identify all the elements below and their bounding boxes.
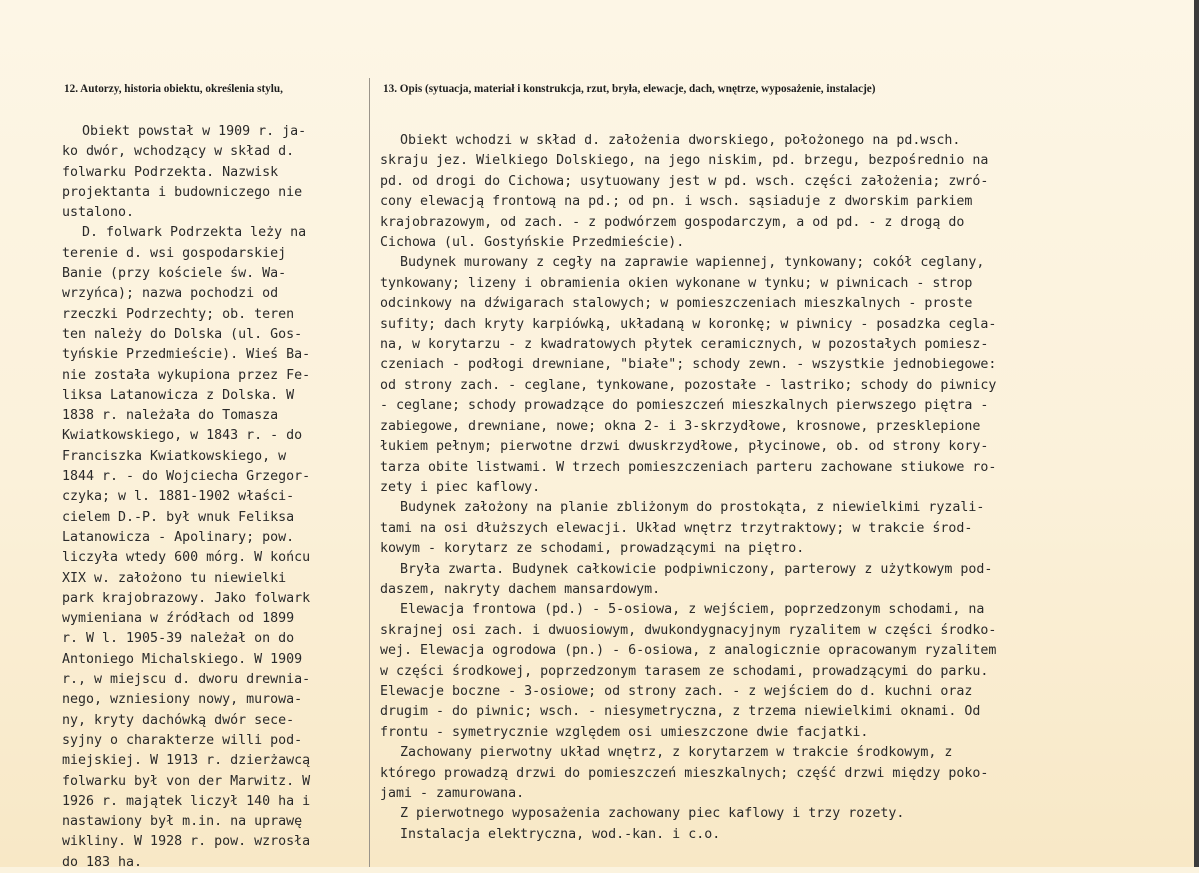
text-line: miejskiej. W 1913 r. dzierżawcą (62, 753, 311, 769)
text-line: Bryła zwarta. Budynek całkowicie podpiwniczony, parterowy z użytkowym pod- (400, 561, 993, 577)
text-line: 1844 r. - do Wojciecha Grzegor- (62, 469, 311, 485)
text-line: XIX w. założono tu niewielki (62, 570, 287, 586)
text-line: 1926 r. majątek liczył 140 ha i (62, 793, 311, 809)
text-line: czeniach - podłogi drewniane, "białe"; schody zewn. - wszystkie jednobiegowe: (380, 357, 997, 373)
text-line: skraju jez. Wielkiego Dolskiego, na jego niskim, pd. brzegu, bezpośrednio na (380, 153, 989, 169)
text-line: jami - zamurowana. (380, 786, 525, 801)
text-line: tami na osi dłuższych elewacji. Układ wnętrz trzytraktowy; w trakcie środ- (380, 520, 973, 536)
text-line: r., w miejscu d. dworu drewnia- (62, 672, 311, 688)
text-line: rzeczki Podrzechty; ob. teren (62, 306, 295, 322)
text-line: liczyła wtedy 600 mórg. W końcu (62, 550, 311, 566)
text-line: którego prowadzą drzwi do pomieszczeń mieszkalnych; część drzwi między poko- (380, 765, 989, 781)
text-line: Obiekt powstał w 1909 r. ja- (82, 124, 307, 139)
text-line: sufity; dach kryty karpiówką, układaną w koronkę; w piwnicy - posadzka cegla- (380, 316, 997, 332)
text-line: 1838 r. należała do Tomasza (62, 408, 279, 424)
text-line: Banie (przy kościele św. Wa- (62, 266, 287, 282)
text-line: ny, kryty dachówką dwór sece- (62, 712, 295, 728)
text-line: odcinkowy na dźwigarach stalowych; w pomieszczeniach mieszkalnych - proste (380, 296, 973, 312)
text-line: liksa Latanowicza z Dolska. W (62, 387, 295, 403)
text-line: nie została wykupiona przez Fe- (62, 367, 311, 383)
text-line: zety i piec kaflowy. (380, 479, 541, 495)
text-line: tarza obite listwami. W trzech pomieszczeniach parteru zachowane stiukowe ro- (380, 459, 997, 475)
text-line: r. W l. 1905-39 należał on do (62, 631, 295, 647)
text-line: wrzyńca); nazwa pochodzi od (62, 286, 279, 302)
text-line: cony elewacją frontową na pd.; od pn. i wsch. sąsiaduje z dworskim parkiem (380, 194, 973, 210)
text-line: na, w korytarzu - z kwadratowych płytek ceramicznych, w pozostałych pomiesz- (380, 337, 989, 353)
section-12-header: 12. Autorzy, historia obiektu, określenia stylu, (64, 83, 283, 95)
text-line: ko dwór, wchodzący w skład d. (62, 144, 295, 160)
column-divider (369, 78, 370, 867)
text-line: Budynek założony na planie zbliżonym do prostokąta, z niewielkimi ryzali- (400, 500, 985, 516)
text-line: krajobrazowym, od zach. - z podwórzem gospodarczym, a od pd. - z drogą do (380, 214, 965, 230)
text-line: cielem D.-P. był wnuk Feliksa (62, 509, 295, 525)
text-line: projektanta i budowniczego nie (62, 184, 303, 200)
text-line: wikliny. W 1928 r. pow. wzrosła (62, 834, 311, 850)
text-line: nastawiony był m.in. na uprawę (62, 814, 303, 830)
text-line: wymieniana w źródłach od 1899 (62, 611, 295, 627)
text-line: zabiegowe, drewniane, nowe; okna 2- i 3-skrzydłowe, krosnowe, przesklepione (380, 418, 981, 434)
text-line: Elewacje boczne - 3-osiowe; od strony zach. - z wejściem do d. kuchni oraz (380, 683, 973, 699)
text-line: frontu - symetrycznie względem osi umieszczone dwie facjatki. (380, 724, 869, 740)
text-line: Obiekt wchodzi w skład d. założenia dworskiego, położonego na pd.wsch. (400, 133, 961, 148)
text-line: skrajnej osi zach. i dwuosiowym, dwukondygnacyjnym ryzalitem w części środko- (380, 622, 997, 638)
text-line: pd. od drogi do Cichowa; usytuowany jest w pd. wsch. części założenia; zwró- (380, 173, 989, 189)
text-line: Z pierwotnego wyposażenia zachowany piec kaflowy i trzy rozety. (400, 806, 905, 822)
text-line: Franciszka Kwiatkowskiego, w (62, 448, 287, 464)
text-line: w części środkowej, poprzedzonym tarasem ze schodami, prowadzącymi do parku. (380, 663, 989, 679)
text-line: Elewacja frontowa (pd.) - 5-osiowa, z wejściem, poprzedzonym schodami, na (400, 602, 985, 618)
text-line: tynkowany; lizeny i obramienia okien wykonane w tynku; w piwnicach - strop (380, 275, 973, 291)
text-line: Latanowicza - Apolinary; pow. (62, 529, 295, 545)
text-line: park krajobrazowy. Jako folwark (62, 590, 311, 606)
section-13-header: 13. Opis (sytuacja, materiał i konstrukcja, rzut, bryła, elewacje, dach, wnętrze, wyposażenie, instalacje) (383, 83, 876, 95)
description-column (380, 131, 1158, 845)
text-line: Antoniego Michalskiego. W 1909 (62, 651, 303, 667)
text-line: daszem, nakryty dachem mansardowym. (380, 581, 661, 597)
text-line: tyńskie Przedmieście). Wieś Ba- (62, 347, 311, 363)
text-line: kowym - korytarz ze schodami, prowadzącymi na piętro. (380, 541, 805, 557)
text-line: folwarku był von der Marwitz. W (62, 773, 311, 789)
text-line: Instalacja elektryczna, wod.-kan. i c.o. (400, 826, 721, 842)
text-line: od strony zach. - ceglane, tynkowane, pozostałe - lastriko; schody do piwnicy (380, 377, 997, 393)
text-line: - ceglane; schody prowadzące do pomieszczeń mieszkalnych pierwszego piętra - (380, 398, 989, 414)
text-line: Cichowa (ul. Gostyńskie Przedmieście). (380, 235, 685, 251)
text-line: czyka; w l. 1881-1902 właści- (62, 489, 295, 505)
text-line: nego, wzniesiony nowy, murowa- (62, 692, 303, 708)
text-line: Zachowany pierwotny układ wnętrz, z korytarzem w trakcie środkowym, z (400, 745, 953, 761)
text-line: łukiem pełnym; pierwotne drzwi dwuskrzydłowe, płycinowe, ob. od strony kory- (380, 439, 989, 455)
text-line: terenie d. wsi gospodarskiej (62, 245, 287, 261)
text-line: ustalono. (62, 205, 135, 221)
text-line: wej. Elewacja ogrodowa (pn.) - 6-osiowa, z analogicznie opracowanym ryzalitem (380, 643, 997, 659)
history-column (62, 122, 352, 873)
text-line: Kwiatkowskiego, w 1843 r. - do (62, 428, 303, 444)
page-edge (1194, 0, 1199, 867)
text-line: D. folwark Podrzekta leży na (82, 225, 307, 241)
text-line: folwarku Podrzekta. Nazwisk (62, 164, 279, 180)
text-line: syjny o charakterze willi pod- (62, 732, 303, 748)
text-line: drugim - do piwnic; wsch. - niesymetryczna, z trzema niewielkimi oknami. Od (380, 704, 981, 720)
text-line: Budynek murowany z cegły na zaprawie wapiennej, tynkowany; cokół ceglany, (400, 255, 985, 271)
text-line: ten należy do Dolska (ul. Gos- (62, 326, 303, 342)
text-line: do 183 ha. (62, 854, 143, 870)
